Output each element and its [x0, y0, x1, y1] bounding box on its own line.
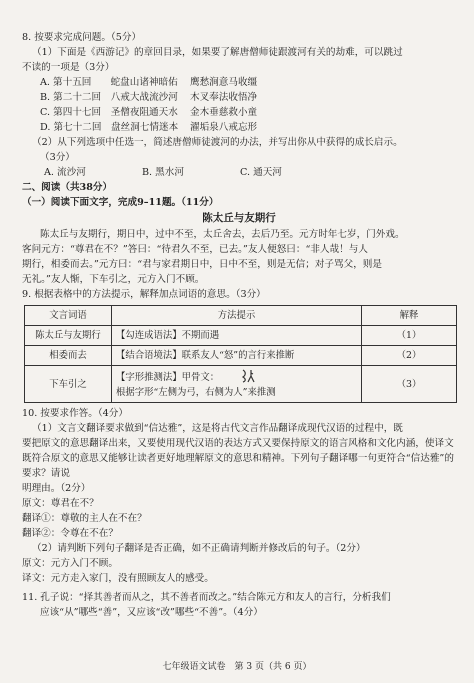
word-cell: 陈太丘与友期行 [25, 326, 112, 346]
option-right: 木叉奉法收悟净 [190, 92, 258, 103]
section-reading: 二、阅读（共38分） [22, 182, 113, 193]
q8-header: 8. 按要求完成问题。（5分） [22, 32, 142, 43]
q8-option-d [22, 120, 456, 135]
hint-line [116, 369, 357, 386]
table-row [25, 326, 457, 346]
q10-text: 要把原文的意思翻译出来，又要使用现代汉语的表达方式又要保持原文的语言风格和文化内涵，使译文既符合原文的意思又能够让读者更好地理解原文的意思和精神。下列句子翻译哪一句更符合“信达雅”的要求？请说 [22, 438, 454, 479]
q8-option-b [22, 90, 456, 105]
column-header: 文言词语 [25, 306, 112, 326]
option-left: A. 第十五回 蛇盘山诸神暗佑 [40, 77, 178, 88]
q8-part1-line1: （1）下面是《西游记》的章回目录，如果要了解唐僧师徒跟渡河有关的劫难，可以跳过 [32, 47, 403, 58]
river-option: C. 通天河 [240, 167, 282, 178]
q10-part2: （2）请判断下列句子翻译是否正确，如不正确请判断并修改后的句子。（2分） [32, 543, 366, 554]
q10-translation-1: 翻译①：尊敬的主人在不在？ [22, 513, 147, 524]
q8-part1-line2: 不读的一项是（3分） [22, 62, 115, 73]
word-cell: 相委而去 [25, 346, 112, 366]
option-right: 鹰愁涧意马收缰 [190, 77, 258, 88]
q8-part2-line1: （2）从下列选项中任选一，简述唐僧师徒渡河的办法，并写出你从中获得的成长启示。 [32, 137, 403, 148]
passage-line: 无礼。”友人惭，下车引之，元方入门不顾。 [22, 274, 205, 285]
q9-table [24, 305, 457, 403]
passage-title: 陈太丘与友期行 [202, 212, 276, 224]
q10-header: 10. 按要求作答。（4分） [22, 408, 128, 419]
page-footer: 七年级语文试卷 第 3 页（共 6 页） [162, 662, 312, 672]
q8-river-options [22, 165, 456, 180]
river-option: A. 流沙河 [44, 167, 86, 178]
answer-cell[interactable]: （1） [362, 326, 457, 346]
hint-cell: 【结合语境法】联系友人“怒”的言行来推断 [112, 346, 362, 366]
q8-part2-line2: （3分） [40, 152, 75, 163]
answer-cell[interactable]: （2） [362, 346, 457, 366]
passage-line: 客问元方：“尊君在不？”答曰：“待君久不至，已去。”友人便怒曰：“非人哉！与人 [22, 244, 368, 255]
q8-option-a [22, 75, 456, 90]
passage-line: 陈太丘与友期行，期日中，过中不至，太丘舍去，去后乃至。元方时年七岁，门外戏。 [40, 229, 405, 240]
q11-line2: 应该“从”哪些“善”，又应该“改”哪些“不善”。（4分） [40, 607, 263, 618]
table-row [25, 366, 457, 403]
column-header: 解释 [362, 306, 457, 326]
word-cell: 下车引之 [25, 366, 112, 403]
q10-translation-3: 译文：元方走入家门，没有照顾友人的感受。 [22, 573, 214, 584]
option-right: 金木垂慈救小童 [190, 107, 258, 118]
hint-text: 【字形推测法】甲骨文： [116, 372, 220, 383]
q10-text: （1）文言文翻译要求做到“信达雅”，这是将古代文言作品翻译成现代汉语的过程中，既 [32, 423, 403, 434]
option-left: D. 第七十二回 盘丝洞七情迷本 [40, 122, 179, 133]
column-header: 方法提示 [112, 306, 362, 326]
q9-header: 9. 根据表格中的方法提示，解释加点词语的意思。（3分） [22, 289, 266, 300]
q8-option-c [22, 105, 456, 120]
option-left: C. 第四十七回 圣僧夜阻通天水 [40, 107, 178, 118]
answer-cell[interactable]: （3） [362, 366, 457, 403]
q11-line1: 11. 孔子说：“择其善者而从之，其不善者而改之。”结合陈元方和友人的言行，分析我们 [22, 592, 391, 603]
q10-translation-2: 翻译②：令尊在不在？ [22, 528, 118, 539]
hint-cell [112, 366, 362, 403]
hint-line-2: 根据字形“左侧为弓，右侧为人”来推测 [116, 387, 276, 398]
q10-original-2: 原文：元方入门不顾。 [22, 558, 118, 569]
passage-line: 期行，相委而去。”元方曰：“君与家君期日中，日中不至，则是无信；对子骂父，则是 [22, 259, 382, 270]
table-row [25, 346, 457, 366]
q10-original: 原文：尊君在不？ [22, 498, 99, 509]
q10-text: 明理由。（2分） [22, 483, 91, 494]
option-left: B. 第二十二回 八戒大战流沙河 [40, 92, 178, 103]
river-option: B. 黑水河 [142, 167, 184, 178]
hint-cell: 【勾连成语法】不期而遇 [112, 326, 362, 346]
table-header-row [25, 306, 457, 326]
oracle-bone-glyph-icon [240, 369, 256, 386]
option-right: 濯垢泉八戒忘形 [190, 122, 258, 133]
reading-subsection: （一）阅读下面文字，完成9–11题。（11分） [22, 197, 219, 208]
